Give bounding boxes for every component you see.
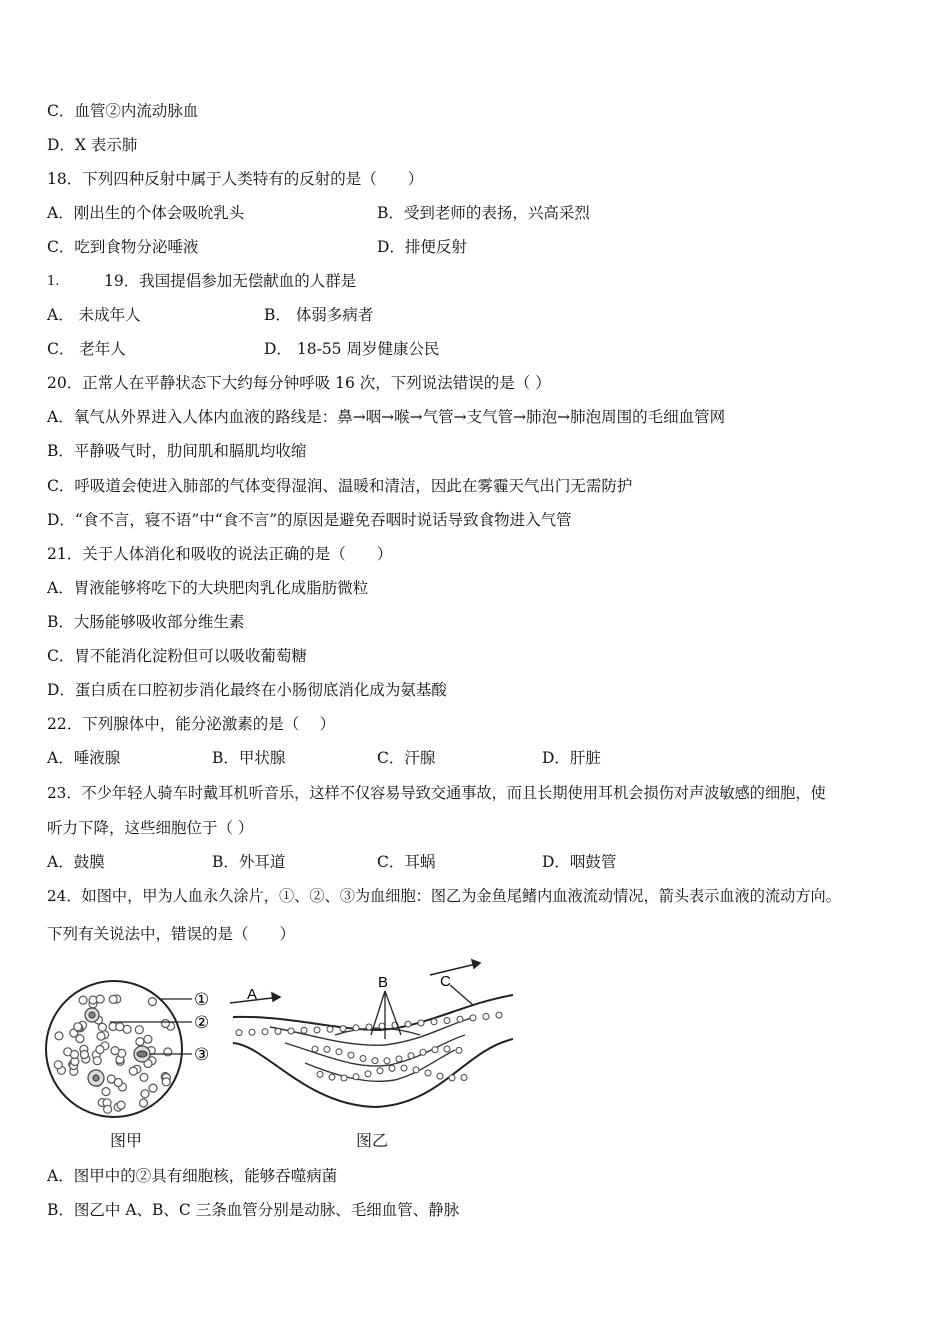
q23-option-b: B．外耳道 <box>212 853 286 871</box>
red-blood-cell <box>80 1051 88 1059</box>
blood-cell-dot <box>324 1046 330 1052</box>
red-blood-cell <box>149 1084 157 1092</box>
blood-cell-dot <box>384 1058 390 1064</box>
blood-cell-dot <box>353 1074 359 1080</box>
q24-stem-line1: 24．如图中，甲为人血永久涂片，①、②、③为血细胞：图乙为金鱼尾鳍内血液流动情况，箭头表示血液的流动方向。 <box>47 887 841 905</box>
q18-option-a: A．刚出生的个体会吸吮乳头 <box>47 204 245 222</box>
q20-option-d: D．“食不言，寝不语”中“食不言”的原因是避免吞咽时说话导致食物进入气管 <box>47 511 572 529</box>
q22-option-b: B．甲状腺 <box>212 749 286 767</box>
q20-option-a: A．氧气从外界进入人体内血液的路线是：鼻→咽→喉→气管→支气管→肺泡→肺泡周围的毛细血管网 <box>47 408 726 426</box>
red-blood-cell <box>96 1046 104 1054</box>
blood-cell-dot <box>431 1019 437 1025</box>
red-blood-cell <box>74 1023 82 1031</box>
label-A: A <box>247 986 258 1003</box>
q23-option-c: C．耳蜗 <box>377 853 436 871</box>
blood-cell-dot <box>444 1046 450 1052</box>
blood-cell-dot <box>301 1027 307 1033</box>
q22-stem: 22．下列腺体中，能分泌激素的是（ ） <box>47 715 336 733</box>
figure-yi-goldfish-tail <box>225 955 520 1125</box>
q18-option-b: B．受到老师的表扬，兴高采烈 <box>377 204 590 222</box>
q21-stem: 21．关于人体消化和吸收的说法正确的是（ ） <box>47 545 393 563</box>
blood-cell-dot <box>329 1074 335 1080</box>
red-blood-cell <box>98 1023 106 1031</box>
blood-cell-dot <box>360 1056 366 1062</box>
blood-cell-dot <box>353 1025 359 1031</box>
q19-option-a: A． 未成年人 <box>47 306 141 324</box>
label-3: ③ <box>194 1045 210 1064</box>
blood-cell-dot <box>262 1029 268 1035</box>
red-blood-cell <box>114 1079 122 1087</box>
blood-cell-dot <box>249 1029 255 1035</box>
blood-cell-dot <box>456 1047 462 1053</box>
red-blood-cell <box>140 1073 148 1081</box>
q20-option-b: B．平静吸气时，肋间肌和膈肌均收缩 <box>47 442 307 460</box>
q23-option-a: A．鼓膜 <box>47 853 105 871</box>
red-blood-cell <box>54 1061 62 1069</box>
caption-yi: 图乙 <box>356 1131 389 1150</box>
red-blood-cell <box>135 1026 143 1034</box>
blood-cell-dot <box>236 1030 242 1036</box>
q24-stem-line2: 下列有关说法中，错误的是（ ） <box>47 925 296 943</box>
red-blood-cell <box>76 1035 84 1043</box>
q21-option-d: D．蛋白质在口腔初步消化最终在小肠彻底消化成为氨基酸 <box>47 681 447 699</box>
figure-jia-blood-smear <box>40 975 230 1125</box>
blood-cell-dot <box>470 1015 476 1021</box>
blood-cell-dot <box>312 1046 318 1052</box>
q18-stem: 18．下列四种反射中属于人类特有的反射的是（ ） <box>47 170 424 188</box>
red-blood-cell <box>104 1105 112 1113</box>
blood-cell-dot <box>348 1052 354 1058</box>
blood-cell-dot <box>396 1056 402 1062</box>
red-blood-cell <box>144 1035 152 1043</box>
q19-option-c: C． 老年人 <box>47 340 126 358</box>
blood-cell-dot <box>437 1073 443 1079</box>
blood-cell-dot <box>432 1047 438 1053</box>
blood-cell-dot <box>418 1020 424 1026</box>
label-C: C <box>440 973 451 990</box>
q19-stem: 19．我国提倡参加无偿献血的人群是 <box>104 272 357 290</box>
q19-list-number: 1. <box>47 274 60 289</box>
red-blood-cell <box>148 998 156 1006</box>
blood-cell-dot <box>389 1065 395 1071</box>
blood-cell-dot <box>379 1023 385 1029</box>
blood-cell-dot <box>327 1026 333 1032</box>
q18-option-d: D．排便反射 <box>377 238 467 256</box>
q20-stem: 20．正常人在平静状态下大约每分钟呼吸 16 次，下列说法错误的是（ ） <box>47 374 551 392</box>
blood-cell-dot <box>496 1012 502 1018</box>
red-blood-cell <box>129 1067 137 1075</box>
blood-cell-dot <box>372 1058 378 1064</box>
blood-cell-dot <box>288 1028 294 1034</box>
blood-cell-dot <box>449 1075 455 1081</box>
blood-cell-dot <box>420 1049 426 1055</box>
caption-jia: 图甲 <box>110 1131 143 1150</box>
red-blood-cell <box>141 1090 149 1098</box>
red-blood-cell <box>117 1101 125 1109</box>
red-blood-cell <box>102 1088 110 1096</box>
q23-stem-line2: 听力下降，这些细胞位于（ ） <box>47 819 254 837</box>
blood-cell-dot <box>377 1068 383 1074</box>
blood-cell-dot <box>275 1028 281 1034</box>
blood-cell-dot <box>457 1016 463 1022</box>
q20-option-c: C．呼吸道会使进入肺部的气体变得湿润、温暖和清洁，因此在雾霾天气出门无需防护 <box>47 477 633 495</box>
red-blood-cell <box>55 1032 63 1040</box>
red-blood-cell <box>162 1078 170 1086</box>
q21-option-c: C．胃不能消化淀粉但可以吸收葡萄糖 <box>47 647 307 665</box>
q22-option-d: D．肝脏 <box>542 749 601 767</box>
q24-option-a: A．图甲中的②具有细胞核，能够吞噬病菌 <box>47 1167 338 1185</box>
blood-cell-dot <box>317 1071 323 1077</box>
red-blood-cell <box>111 1047 119 1055</box>
red-blood-cell <box>109 995 117 1003</box>
q18-option-c: C．吃到食物分泌唾液 <box>47 238 199 256</box>
label-B: B <box>378 974 389 991</box>
red-blood-cell <box>79 996 87 1004</box>
blood-cell-dot <box>405 1021 411 1027</box>
q21-option-a: A．胃液能够将吃下的大块肥肉乳化成脂肪微粒 <box>47 579 369 597</box>
blood-cell-dot <box>401 1065 407 1071</box>
red-blood-cell <box>140 1099 148 1107</box>
q17-option-c: C．血管②内流动脉血 <box>47 102 199 120</box>
blood-cell-dot <box>366 1024 372 1030</box>
blood-cell-dot <box>340 1026 346 1032</box>
red-blood-cell <box>71 1051 79 1059</box>
blood-cell-dot <box>336 1049 342 1055</box>
label-1: ① <box>194 990 210 1009</box>
red-blood-cell <box>116 1023 124 1031</box>
blood-cell-dot <box>413 1067 419 1073</box>
q23-stem-line1: 23．不少年轻人骑车时戴耳机听音乐，这样不仅容易导致交通事故，而且长期使用耳机会损伤对声波敏感的细胞，使 <box>47 784 826 802</box>
red-blood-cell <box>136 1038 144 1046</box>
q23-option-d: D．咽鼓管 <box>542 853 617 871</box>
q19-option-b: B． 体弱多病者 <box>264 306 374 324</box>
blood-cell-dot <box>483 1014 489 1020</box>
q19-option-d: D． 18-55 周岁健康公民 <box>264 340 440 358</box>
red-blood-cell <box>164 1048 172 1056</box>
blood-cell-dot <box>341 1075 347 1081</box>
q17-option-d: D．X 表示肺 <box>47 136 138 154</box>
blood-cell-dot <box>314 1027 320 1033</box>
blood-cell-dot <box>365 1071 371 1077</box>
blood-cell-dot <box>444 1018 450 1024</box>
red-blood-cell <box>96 995 104 1003</box>
blood-cell-dot <box>425 1070 431 1076</box>
q22-option-a: A．唾液腺 <box>47 749 121 767</box>
blood-cell-dot <box>461 1075 467 1081</box>
q24-option-b: B．图乙中 A、B、C 三条血管分别是动脉、毛细血管、静脉 <box>47 1201 460 1219</box>
label-2: ② <box>194 1013 210 1032</box>
red-blood-cell <box>97 1032 105 1040</box>
red-blood-cell <box>93 1057 101 1065</box>
blood-cell-dot <box>408 1053 414 1059</box>
q21-option-b: B．大肠能够吸收部分维生素 <box>47 613 245 631</box>
red-blood-cell <box>162 1020 170 1028</box>
q22-option-c: C．汗腺 <box>377 749 436 767</box>
